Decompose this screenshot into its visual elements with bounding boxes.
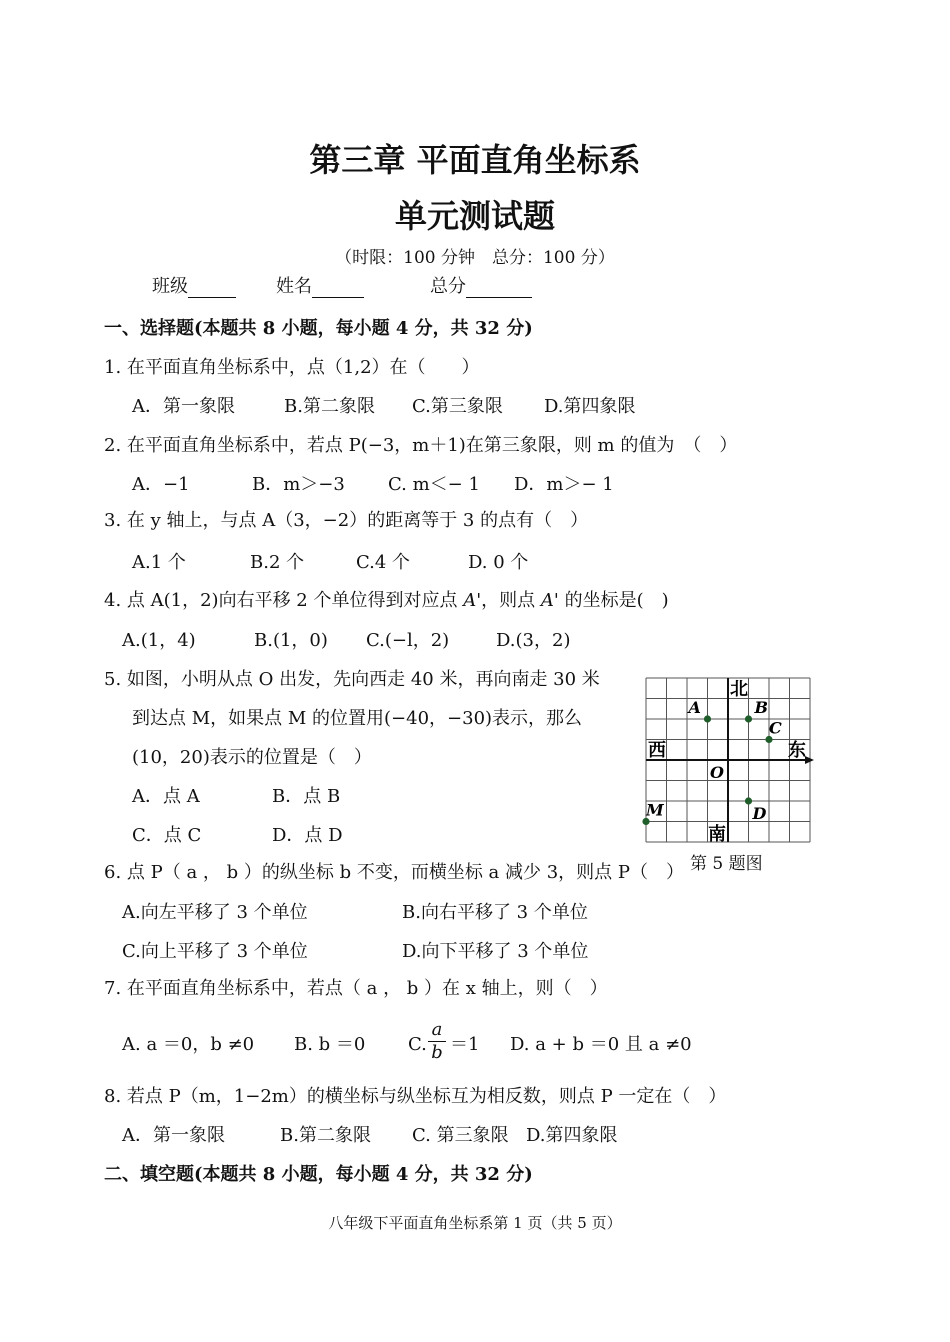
q7-option-b: B. b ＝0 [294, 1034, 366, 1055]
point-label-d: D [752, 804, 767, 823]
q4-option-b: B.(1，0) [254, 630, 328, 651]
q7-option-d: D. a + b ＝0 且 a ≠0 [510, 1034, 692, 1055]
q5-option-d: D．点 D [272, 825, 343, 846]
north-label: 北 [730, 679, 748, 700]
class-field [152, 276, 236, 298]
page-footer: 八年级下平面直角坐标系第 1 页（共 5 页） [328, 1214, 622, 1232]
class-blank[interactable] [188, 279, 236, 298]
q4-stem-mid: ，则点 [481, 590, 536, 611]
q8-option-a: A．第一象限 [122, 1125, 225, 1146]
q6-option-b: B.向右平移了 3 个单位 [402, 902, 588, 923]
q7-option-c [408, 1034, 427, 1056]
q2-option-a: A．−1 [132, 474, 190, 495]
q5-option-b: B．点 B [272, 786, 341, 807]
q1-option-b: B.第二象限 [284, 396, 375, 417]
q1-option-c: C.第三象限 [412, 396, 503, 417]
south-label: 南 [708, 824, 726, 844]
class-label: 班级 [152, 276, 188, 297]
q2-option-d: D．m＞− 1 [514, 474, 614, 495]
origin-label: O [710, 763, 724, 782]
q8-option-c: C. 第三象限 [412, 1125, 509, 1146]
q3-option-a: A.1 个 [132, 552, 186, 573]
point-label-c: C [769, 718, 782, 738]
page-subtitle: 单元测试题 [394, 197, 555, 235]
point-label-b: B [754, 698, 769, 717]
q4-option-d: D.(3，2) [496, 630, 571, 651]
q8-stem: 8. 若点 P（m，1−2m）的横坐标与纵坐标互为相反数，则点 P 一定在（ ） [104, 1086, 727, 1107]
point-label-a: A [688, 698, 701, 717]
q3-option-d: D. 0 个 [468, 552, 529, 573]
q7-fraction [428, 1020, 446, 1063]
q2-option-c: C. m＜− 1 [388, 474, 480, 495]
q4-prime-point-2: A' [540, 590, 559, 611]
q5-figure-caption: 第 5 题图 [690, 854, 763, 874]
q2-stem: 2. 在平面直角坐标系中，若点 P(−3，m＋1)在第三象限，则 m 的值为 （ ） [104, 435, 738, 456]
point-b [745, 715, 752, 722]
q6-option-d: D.向下平移了 3 个单位 [402, 941, 589, 962]
name-field [276, 276, 364, 298]
time-info: （时限：100 分钟 总分：100 分） [335, 248, 615, 268]
q5-line1: 5. 如图，小明从点 O 出发，先向西走 40 米，再向南走 30 米 [104, 669, 600, 690]
page-title: 第三章 平面直角坐标系 [309, 141, 641, 179]
section1-heading: 一、选择题(本题共 8 小题，每小题 4 分，共 32 分) [104, 318, 533, 339]
q7-fraction-denominator: b [431, 1042, 443, 1063]
point-a [704, 715, 711, 722]
q1-option-a: A．第一象限 [132, 396, 235, 417]
east-label: 东 [788, 740, 806, 761]
q1-stem: 1. 在平面直角坐标系中，点（1,2）在（ ） [104, 357, 480, 378]
q5-option-a: A．点 A [132, 786, 200, 807]
q5-grid-figure [640, 672, 820, 844]
q8-option-d: D.第四象限 [526, 1125, 618, 1146]
q3-option-b: B.2 个 [250, 552, 305, 573]
q7-option-a: A. a ＝0，b ≠0 [122, 1034, 255, 1055]
q7-fraction-numerator: a [431, 1019, 443, 1040]
q4-stem [104, 590, 669, 612]
q6-stem: 6. 点 P（ a ， b ）的纵坐标 b 不变，而横坐标 a 减少 3，则点 P（ ） [104, 862, 685, 883]
q6-option-c: C.向上平移了 3 个单位 [122, 941, 308, 962]
grid-points [642, 698, 782, 825]
name-label: 姓名 [276, 276, 312, 297]
q4-prime-point: A' [463, 590, 482, 611]
name-blank[interactable] [312, 279, 364, 298]
point-d [745, 797, 752, 804]
q5-option-c: C．点 C [132, 825, 202, 846]
q7-option-c-suffix: ＝1 [450, 1034, 480, 1055]
q3-stem: 3. 在 y 轴上，与点 A（3，−2）的距离等于 3 的点有（ ） [104, 510, 589, 531]
q4-stem-post: 的坐标是( ) [564, 590, 669, 611]
q5-line2: 到达点 M，如果点 M 的位置用(−40，−30)表示，那么 [132, 708, 583, 729]
score-field [430, 276, 532, 298]
section2-heading: 二、填空题(本题共 8 小题，每小题 4 分，共 32 分) [104, 1164, 533, 1185]
west-label: 西 [648, 740, 666, 761]
q3-option-c: C.4 个 [356, 552, 411, 573]
q8-option-b: B.第二象限 [280, 1125, 371, 1146]
q6-option-a: A.向左平移了 3 个单位 [122, 902, 308, 923]
q4-stem-pre: 4. 点 A(1，2)向右平移 2 个单位得到对应点 [104, 590, 458, 611]
q7-stem: 7. 在平面直角坐标系中，若点（ a ， b ）在 x 轴上，则（ ） [104, 978, 608, 999]
q4-option-c: C.(−l，2) [366, 630, 450, 651]
score-blank[interactable] [466, 279, 532, 298]
q1-option-d: D.第四象限 [544, 396, 636, 417]
q5-line3: (10，20)表示的位置是（ ） [132, 747, 372, 768]
point-label-m: M [646, 800, 664, 820]
q2-option-b: B．m＞−3 [252, 474, 345, 495]
q7-option-c-prefix: C. [408, 1034, 427, 1055]
q4-option-a: A.(1，4) [122, 630, 196, 651]
score-label: 总分 [430, 276, 466, 297]
